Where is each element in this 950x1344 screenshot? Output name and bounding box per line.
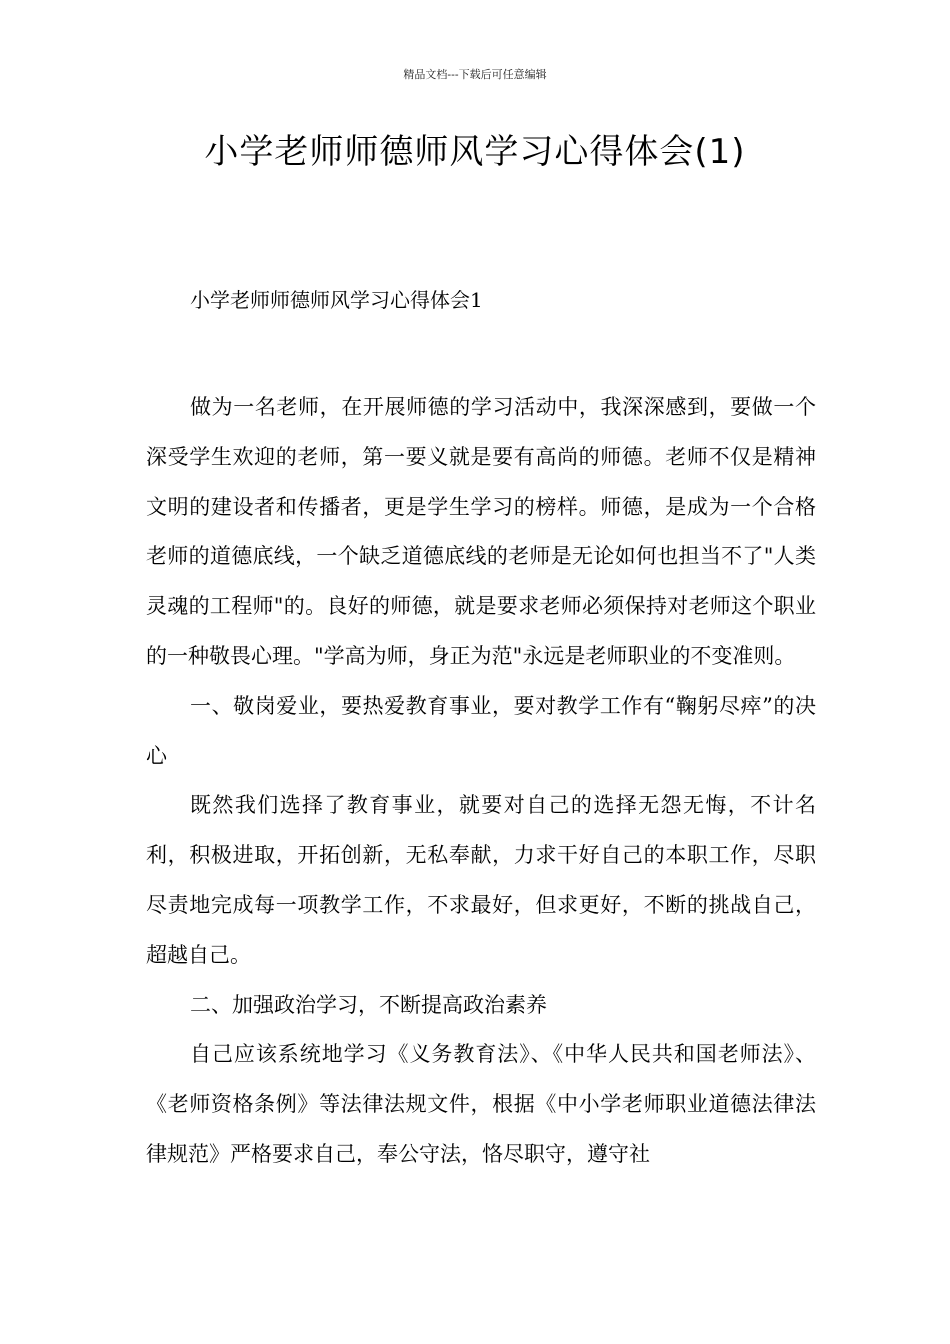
body-paragraph: 自己应该系统地学习《义务教育法》、《中华人民共和国老师法》、《老师资格条例》等法律法规文件，根据《中小学老师职业道德法律法律规范》严格要求自己，奉公守法，恪尽职守，遵守社 <box>146 1042 816 1166</box>
section-heading: 一、敬岗爱业，要热爱教育事业，要对教学工作有“鞠躬尽瘁”的决心 <box>146 693 816 768</box>
document-title: 小学老师师德师风学习心得体会(1) <box>204 132 746 172</box>
body-paragraph: 既然我们选择了教育事业，就要对自己的选择无怨无悔，不计名利，积极进取，开拓创新，无私奉献，力求干好自己的本职工作，尽职尽责地完成每一项教学工作，不求最好，但求更好，不断的挑战自己，超越自己。 <box>146 793 816 967</box>
body-paragraph: 做为一名老师，在开展师德的学习活动中，我深深感到，要做一个深受学生欢迎的老师，第一要义就是要有高尚的师德。老师不仅是精神文明的建设者和传播者，更是学生学习的榜样。师德，是成为一个合格老师的道德底线，一个缺乏道德底线的老师是无论如何也担当不了"人类灵魂的工程师"的。良好的师德，就是要求老师必须保持对老师这个职业的一种敬畏心理。"学高为师，身正为范"永远是老师职业的不变准则。 <box>146 395 816 668</box>
page-header: 精品文档---下载后可任意编辑 <box>403 68 547 81</box>
section-heading: 二、加强政治学习，不断提高政治素养 <box>190 992 547 1017</box>
document-body <box>146 383 816 1180</box>
document-subtitle: 小学老师师德师风学习心得体会1 <box>190 288 483 312</box>
